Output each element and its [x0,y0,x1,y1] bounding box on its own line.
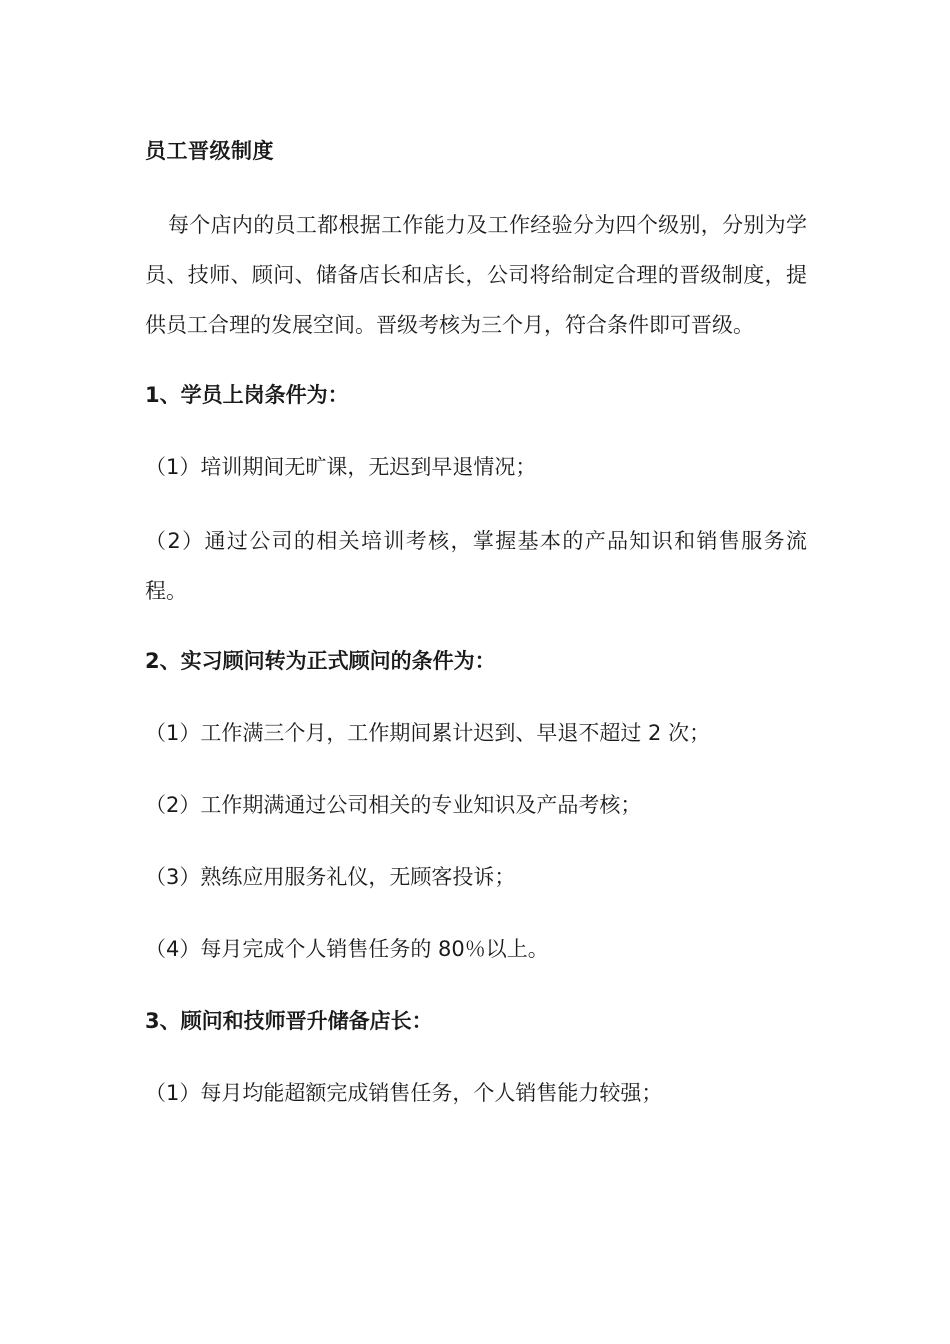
section-1-item-1: （1）培训期间无旷课，无迟到早退情况； [145,455,537,479]
section-2-item-4: （4）每月完成个人销售任务的 80％以上。 [145,937,549,961]
section-2-item-2: （2）工作期满通过公司相关的专业知识及产品考核； [145,793,642,817]
document-body [145,128,807,1142]
section-heading-2: 2、实习顾问转为正式顾问的条件为： [145,649,496,673]
section-heading-1: 1、学员上岗条件为： [145,383,349,407]
section-heading-3: 3、顾问和技师晋升储备店长： [145,1009,433,1033]
intro-paragraph: 每个店内的员工都根据工作能力及工作经验分为四个级别，分别为学员、技师、顾问、储备店长和店长，公司将给制定合理的晋级制度，提供员工合理的发展空间。晋级考核为三个月，符合条件即可晋级。 [145,213,807,337]
section-1-item-2: （2）通过公司的相关培训考核，掌握基本的产品知识和销售服务流程。 [145,529,807,603]
section-2-item-1: （1）工作满三个月，工作期间累计迟到、早退不超过 2 次； [145,721,711,745]
section-3-item-1: （1）每月均能超额完成销售任务，个人销售能力较强； [145,1081,663,1105]
section-2-item-3: （3）熟练应用服务礼仪，无顾客投诉； [145,865,516,889]
document-title: 员工晋级制度 [145,139,274,163]
